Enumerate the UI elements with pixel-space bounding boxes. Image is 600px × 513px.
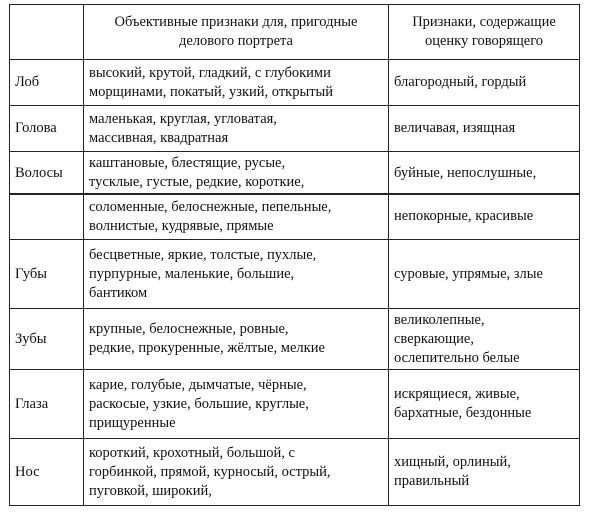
table-part-1 xyxy=(9,4,580,195)
evaluative-line: буйные, непослушные, xyxy=(394,164,537,181)
header-cell-evaluative xyxy=(389,5,580,60)
table-row xyxy=(10,240,580,309)
table-row xyxy=(10,60,580,106)
objective-line: карие, голубые, дымчатые, чёрные, xyxy=(89,376,307,393)
objective-line: короткий, крохотный, большой, с xyxy=(89,444,295,461)
objective-line: редкие, прокуренные, жёлтые, мелкие xyxy=(89,340,325,356)
evaluative-line: суровые, упрямые, злые xyxy=(394,265,543,282)
evaluative-cell xyxy=(389,370,580,439)
evaluative-cell xyxy=(389,439,580,506)
evaluative-line: величавая, изящная xyxy=(394,120,516,136)
table-row xyxy=(10,439,580,506)
table-header-row xyxy=(10,5,580,60)
evaluative-line: сверкающие, xyxy=(394,330,474,347)
objective-line: бесцветные, яркие, толстые, пухлые, xyxy=(89,246,317,263)
objective-line: пуговкой, широкий, xyxy=(89,482,212,499)
evaluative-line: благородный, гордый xyxy=(394,74,527,90)
objective-line: волнистые, кудрявые, прямые xyxy=(89,217,274,234)
evaluative-line: ослепительно белые xyxy=(394,349,520,366)
objective-cell xyxy=(84,60,389,106)
objective-cell xyxy=(84,439,389,506)
objective-cell xyxy=(84,370,389,439)
objective-cell xyxy=(84,152,389,195)
feature-cell: Нос xyxy=(10,439,84,506)
evaluative-line: правильный xyxy=(394,473,470,489)
feature-cell: Зубы xyxy=(10,309,84,370)
evaluative-line: великолепные, xyxy=(394,311,485,328)
table-row xyxy=(10,370,580,439)
feature-cell: Голова xyxy=(10,106,84,152)
feature-cell: Глаза xyxy=(10,370,84,439)
evaluative-cell xyxy=(389,152,580,195)
evaluative-cell xyxy=(389,106,580,152)
header-cell-feature xyxy=(10,5,84,60)
objective-line: пурпурные, маленькие, большие, xyxy=(89,265,295,282)
evaluative-line: непокорные, красивые xyxy=(394,208,534,224)
feature-cell: Лоб xyxy=(10,60,84,106)
objective-cell xyxy=(84,240,389,309)
objective-line: морщинами, покатый, узкий, открытый xyxy=(89,83,334,100)
table-row xyxy=(10,309,580,370)
evaluative-line: хищный, орлиный, xyxy=(394,454,511,470)
header-objective-line: делового портрета xyxy=(179,33,293,49)
objective-line: прищуренные xyxy=(89,414,176,431)
evaluative-cell xyxy=(389,194,580,240)
objective-line: крупные, белоснежные, ровные, xyxy=(89,321,289,337)
header-cell-objective xyxy=(84,5,389,60)
table-row xyxy=(10,194,580,240)
objective-line: каштановые, блестящие, русые, xyxy=(89,155,286,171)
evaluative-line: бархатные, бездонные xyxy=(394,405,532,421)
objective-line: массивная, квадратная xyxy=(89,129,229,146)
objective-cell xyxy=(84,194,389,240)
objective-line: маленькая, круглая, угловатая, xyxy=(89,110,277,127)
feature-cell xyxy=(10,194,84,240)
header-evaluative-line: Признаки, содержащие xyxy=(412,14,556,30)
objective-line: горбинкой, прямой, курносый, острый, xyxy=(89,463,331,480)
objective-line: бантиком xyxy=(89,284,148,301)
table-part-2 xyxy=(9,193,580,506)
evaluative-cell xyxy=(389,240,580,309)
feature-cell: Губы xyxy=(10,240,84,309)
feature-cell: Волосы xyxy=(10,152,84,195)
objective-cell xyxy=(84,309,389,370)
objective-cell xyxy=(84,106,389,152)
table-row xyxy=(10,106,580,152)
objective-line: высокий, крутой, гладкий, с глубокими xyxy=(89,64,331,81)
evaluative-cell xyxy=(389,60,580,106)
objective-line: тусклые, густые, редкие, короткие, xyxy=(89,174,305,190)
header-objective-line: Объективные признаки для, пригодные xyxy=(114,14,358,30)
objective-line: соломенные, белоснежные, пепельные, xyxy=(89,198,332,215)
objective-line: раскосые, узкие, большие, круглые, xyxy=(89,395,309,412)
header-evaluative-line: оценку говорящего xyxy=(424,33,544,49)
evaluative-cell xyxy=(389,309,580,370)
evaluative-line: искрящиеся, живые, xyxy=(394,386,520,402)
table-row xyxy=(10,152,580,195)
